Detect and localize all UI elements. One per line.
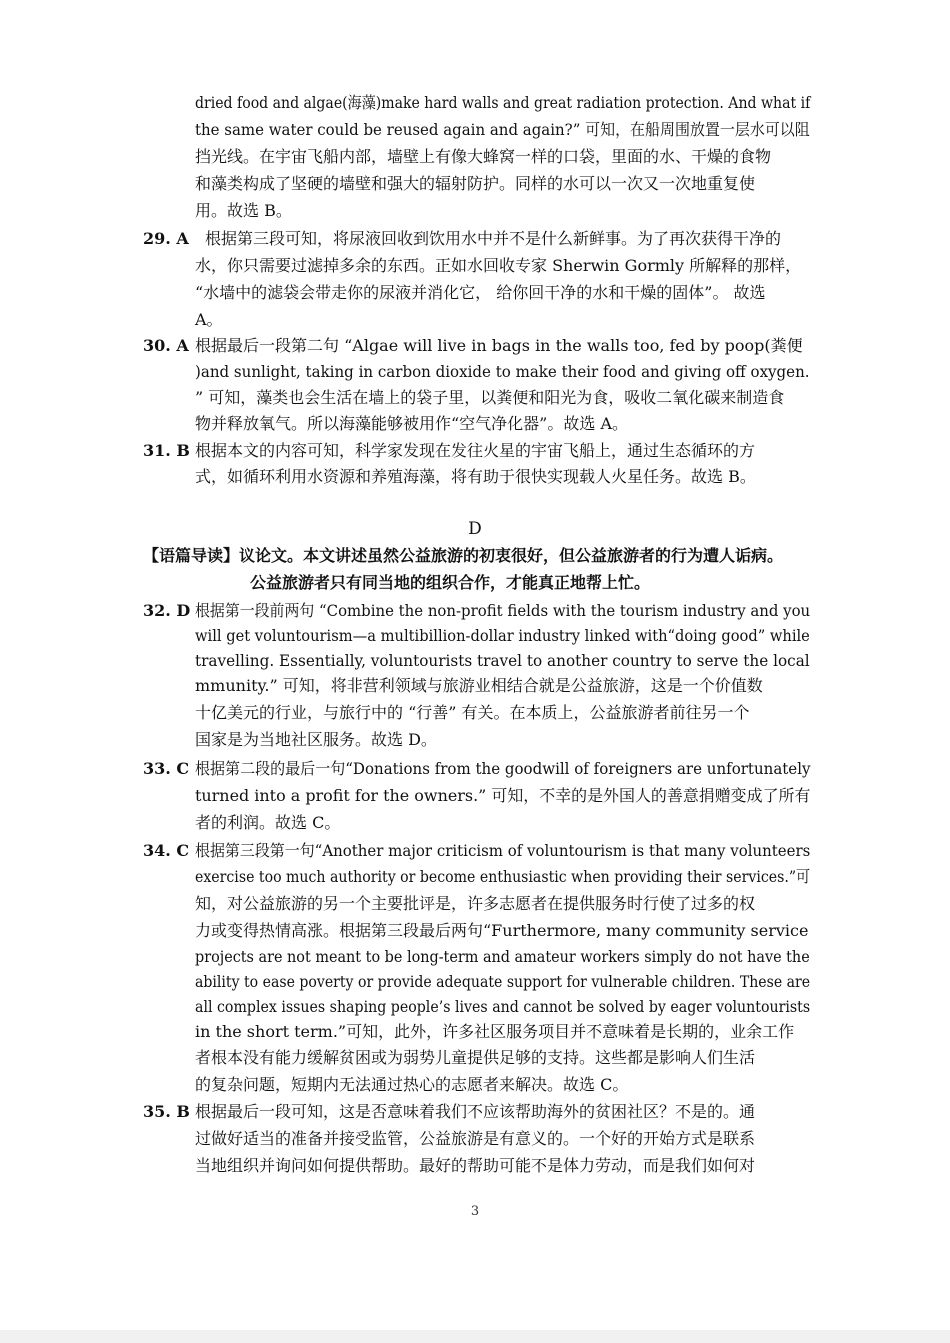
answer-explanation: 根据第一段前两句 “Combine the non-profit fields with the tourism industry and you xyxy=(195,601,811,620)
text-line: 挡光线。在宇宙飞船内部，墙壁上有像大蜂窝一样的口袋，里面的水、干燥的食物 xyxy=(195,147,772,166)
reading-guide: 公益旅游者只有同当地的组织合作，才能真正地帮上忙。 xyxy=(250,573,651,592)
answer-explanation: 根据最后一段可知，这是否意味着我们不应该帮助海外的贫困社区？不是的。通 xyxy=(195,1102,756,1121)
text-line: 用。故选 B。 xyxy=(195,201,292,220)
answer-explanation: 力或变得热情高涨。根据第三段最后两句“Furthermore, many community service xyxy=(195,921,809,940)
text-line: dried food and algae(海藻)make hard walls and great radiation protection. And what if xyxy=(195,93,811,112)
answer-explanation: 根据第三段可知，将尿液回收到饮用水中并不是什么新鲜事。为了再次获得干净的 xyxy=(205,229,782,248)
answer-explanation: 过做好适当的准备并接受监管，公益旅游是有意义的。一个好的开始方式是联系 xyxy=(195,1129,756,1148)
answer-explanation: ” 可知，藻类也会生活在墙上的袋子里，以粪便和阳光为食，吸收二氧化碳来制造食 xyxy=(195,388,785,407)
answer-explanation: ability to ease poverty or provide adequate support for vulnerable children. These are xyxy=(195,972,811,991)
answer-explanation: 根据第三段第一句“Another major criticism of voluntourism is that many volunteers xyxy=(195,841,811,860)
answer-explanation: projects are not meant to be long-term and amateur workers simply do not have the xyxy=(195,947,810,966)
question-number: 31. B xyxy=(143,441,190,460)
answer-explanation: “水墙中的滤袋会带走你的尿液并消化它， 给你回干净的水和干燥的固体”。 故选 xyxy=(195,283,766,302)
answer-explanation: 根据本文的内容可知，科学家发现在发往火星的宇宙飞船上，通过生态循环的方 xyxy=(195,441,756,460)
question-number: 29. A xyxy=(143,229,189,248)
answer-explanation: 者的利润。故选 C。 xyxy=(195,813,341,832)
question-number: 32. D xyxy=(143,601,191,620)
answer-explanation: 根据最后一段第二句 “Algae will live in bags in the walls too, fed by poop(粪便 xyxy=(195,336,803,355)
reading-guide: 【语篇导读】议论文。本文讲述虽然公益旅游的初衷很好，但公益旅游者的行为遭人诟病。 xyxy=(143,546,784,565)
bottom-edge xyxy=(0,1330,950,1343)
answer-explanation: 根据第二段的最后一句“Donations from the goodwill of foreigners are unfortunately xyxy=(195,759,811,778)
answer-explanation: 式，如循环利用水资源和养殖海藻，将有助于很快实现载人火星任务。故选 B。 xyxy=(195,467,756,486)
answer-explanation: will get voluntourism—a multibillion-dollar industry linked with“doing good” while xyxy=(195,626,810,645)
answer-explanation: all complex issues shaping people’s lives and cannot be solved by eager voluntourists xyxy=(195,997,811,1016)
page-number: 3 xyxy=(470,1204,480,1219)
question-number: 35. B xyxy=(143,1102,190,1121)
answer-explanation: in the short term.”可知，此外，许多社区服务项目并不意味着是长期的，业余工作 xyxy=(195,1022,795,1041)
section-heading: D xyxy=(468,519,482,539)
text-line: the same water could be reused again and again?” 可知，在船周围放置一层水可以阻 xyxy=(195,120,810,139)
answer-explanation: 的复杂问题，短期内无法通过热心的志愿者来解决。故选 C。 xyxy=(195,1075,629,1094)
answer-explanation: mmunity.” 可知，将非营利领域与旅游业相结合就是公益旅游，这是一个价值数 xyxy=(195,676,763,695)
answer-explanation: 水，你只需要过滤掉多余的东西。正如水回收专家 Sherwin Gormly 所解释的那样， xyxy=(195,256,802,275)
text-line: 和藻类构成了坚硬的墙壁和强大的辐射防护。同样的水可以一次又一次地重复使 xyxy=(195,174,756,193)
question-number: 34. C xyxy=(143,841,190,860)
answer-explanation: travelling. Essentially, voluntourists travel to another country to serve the local xyxy=(195,651,810,670)
answer-explanation: 物并释放氧气。所以海藻能够被用作“空气净化器”。故选 A。 xyxy=(195,414,629,433)
answer-explanation: A。 xyxy=(195,310,223,329)
answer-explanation: 当地组织并询问如何提供帮助。最好的帮助可能不是体力劳动，而是我们如何对 xyxy=(195,1156,756,1175)
question-number: 30. A xyxy=(143,336,189,355)
answer-explanation: 知，对公益旅游的另一个主要批评是，许多志愿者在提供服务时行使了过多的权 xyxy=(195,894,756,913)
answer-explanation: 十亿美元的行业，与旅行中的 “行善” 有关。在本质上，公益旅游者前往另一个 xyxy=(195,703,750,722)
answer-explanation: 国家是为当地社区服务。故选 D。 xyxy=(195,730,437,749)
answer-explanation: )and sunlight, taking in carbon dioxide to make their food and giving off oxygen. xyxy=(195,362,810,381)
answer-explanation: exercise too much authority or become enthusiastic when providing their services.”可 xyxy=(195,867,811,886)
answer-explanation: 者根本没有能力缓解贫困或为弱势儿童提供足够的支持。这些都是影响人们生活 xyxy=(195,1048,756,1067)
answer-explanation: turned into a profit for the owners.” 可知，不幸的是外国人的善意捐赠变成了所有 xyxy=(195,786,811,805)
question-number: 33. C xyxy=(143,759,190,778)
